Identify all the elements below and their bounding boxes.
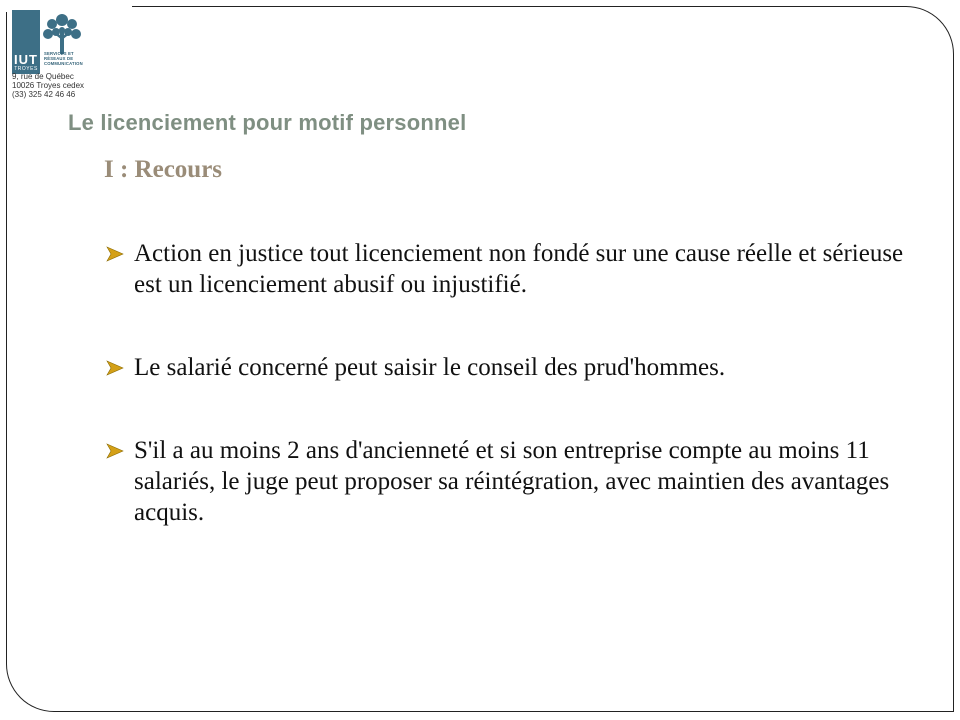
- logo-tagline: [44, 51, 104, 66]
- section-subtitle: I : Recours: [104, 156, 223, 183]
- logo-tagline-line: SERVICES ET: [44, 51, 74, 56]
- address-block: [12, 72, 84, 99]
- bullet-text: Le salarié concerné peut saisir le conseil des prud'hommes.: [134, 354, 726, 381]
- logo-text: [12, 10, 40, 74]
- arrow-bullet-icon: [106, 360, 124, 376]
- bullet-text: Action en justice tout licenciement non fondé sur une cause réelle et sérieuse est un licenciement abusif ou injustifié.: [134, 240, 904, 298]
- bullet-item: [104, 435, 924, 528]
- arrow-bullet-icon: [106, 246, 124, 262]
- logo-box: [12, 10, 40, 74]
- logo-tagline-line: RÉSEAUX DE: [44, 56, 74, 61]
- logo-name: IUT: [14, 52, 38, 67]
- slide-title: Le licenciement pour motif personnel: [68, 110, 467, 135]
- address-line: 10026 Troyes cedex: [12, 81, 85, 90]
- bullet-item: [104, 238, 924, 300]
- arrow-bullet-icon: [106, 443, 124, 459]
- address-line: (33) 325 42 46 46: [12, 90, 76, 99]
- logo-sub: TROYES: [14, 66, 38, 72]
- address-line: 9, rue de Québec: [12, 72, 74, 81]
- bullet-list: [104, 238, 924, 580]
- logo-tagline-line: COMMUNICATION: [44, 61, 83, 66]
- bullet-item: [104, 352, 924, 383]
- bullet-text: S'il a au moins 2 ans d'ancienneté et si son entreprise compte au moins 11 salariés, le juge peut proposer sa réintégration, avec maintien des avantages acquis.: [134, 437, 890, 526]
